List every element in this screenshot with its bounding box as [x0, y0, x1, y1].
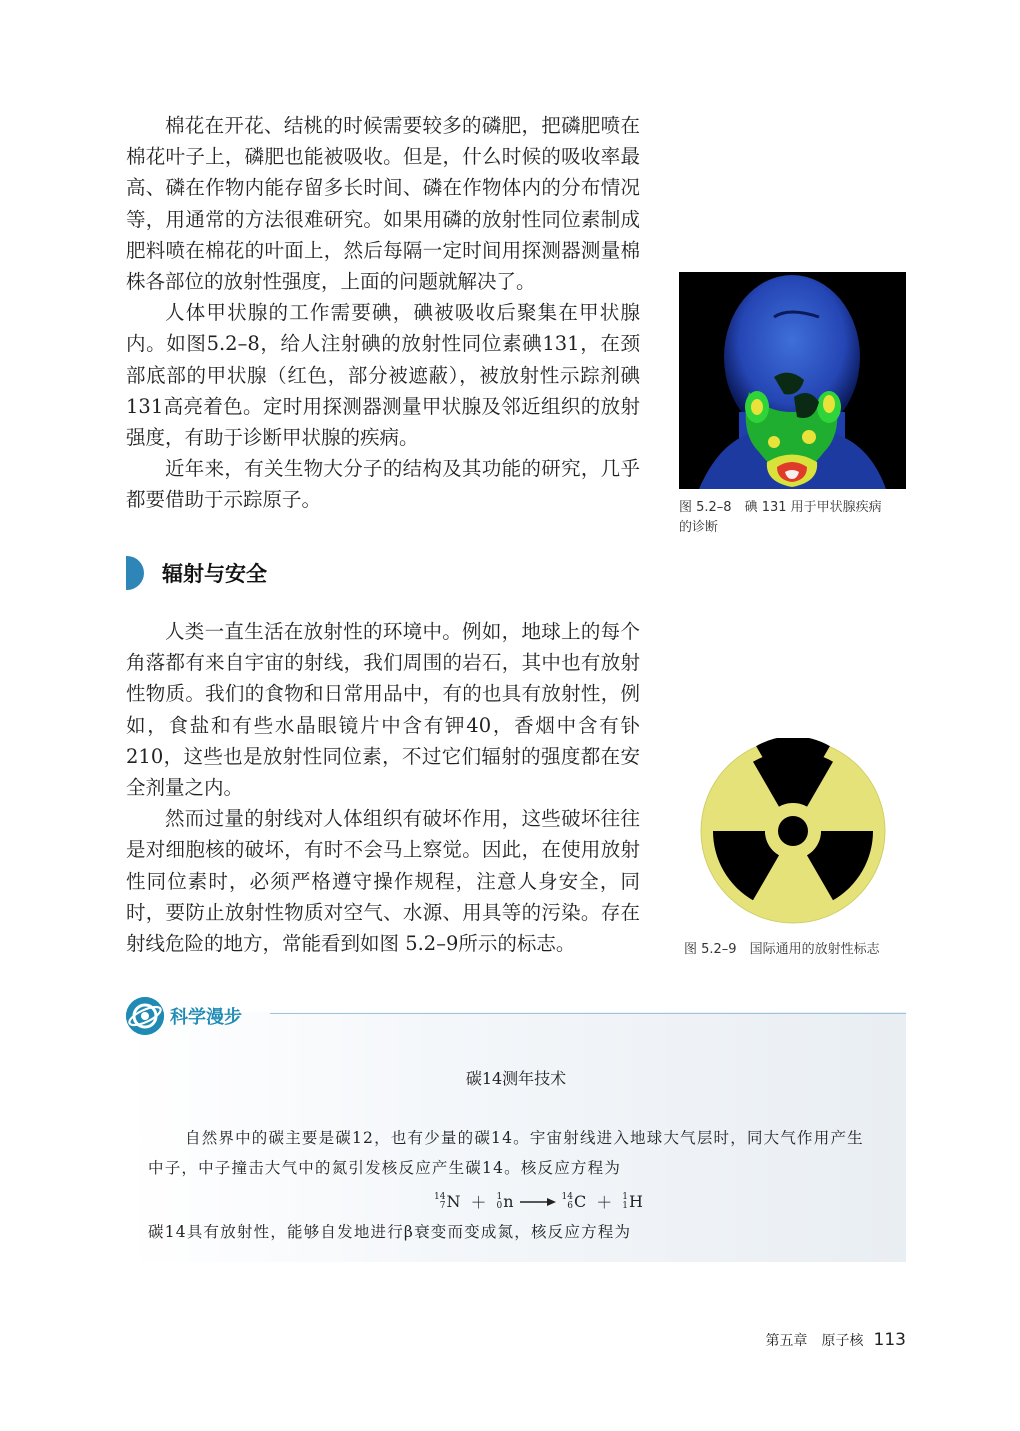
science-walk-divider	[270, 1013, 906, 1014]
paragraph-thyroid: 人体甲状腺的工作需要碘，碘被吸收后聚集在甲状腺内。如图5.2–8，给人注射碘的放射性同位素碘131，在颈部底部的甲状腺（红色，部分被遮蔽），被放射性示踪剂碘131高亮着色。定时用探测器测量甲状腺及邻近组织的放射强度，有助于诊断甲状腺的疾病。	[126, 301, 640, 450]
section-heading	[126, 556, 267, 590]
science-walk-logo-icon	[126, 997, 164, 1035]
science-walk-title: 碳14测年技术	[465, 1069, 567, 1088]
reaction-arrow-icon	[520, 1197, 556, 1207]
paragraph-safety: 然而过量的射线对人体组织有破坏作用，这些破坏往往是对细胞核的破坏，有时不会马上察觉。因此，在使用放射性同位素时，必须严格遵守操作规程，注意人身安全，同时，要防止放射性物质对空气、水源、用具等的污染。存在射线危险的地方，常能看到如图 5.2–9所示的标志。	[126, 807, 640, 956]
carbon-nuclide: 14 6 C	[561, 1191, 587, 1211]
page-number: 113	[873, 1330, 906, 1350]
paragraph-cotton: 棉花在开花、结桃的时候需要较多的磷肥，把磷肥喷在棉花叶子上，磷肥也能被吸收。但是，什么时候的吸收率最高、磷在作物内能存留多长时间、磷在作物体内的分布情况等，用通常的方法很难研究。如果用磷的放射性同位素制成肥料喷在棉花的叶面上，然后每隔一定时间用探测器测量棉株各部位的放射性强度，上面的问题就解决了。	[126, 114, 640, 294]
science-walk-label: 科学漫步	[170, 1007, 242, 1028]
science-walk-line1: 自然界中的碳主要是碳12，也有少量的碳14。宇宙射线进入地球大气层时，同大气作用产生	[185, 1129, 864, 1147]
plus-sign: ＋	[596, 1193, 613, 1212]
science-walk-header	[126, 996, 242, 1036]
section-title: 辐射与安全	[162, 562, 267, 586]
footer-chapter: 第五章	[765, 1333, 808, 1349]
footer-topic: 原子核	[821, 1333, 864, 1349]
paragraph-tracer: 近年来，有关生物大分子的结构及其功能的研究，几乎都要借助于示踪原子。	[126, 457, 640, 512]
hydrogen-nuclide: 1 1 H	[622, 1191, 643, 1211]
radiation-symbol-icon	[700, 738, 886, 924]
thyroid-scan-image	[679, 272, 906, 489]
figure-9-caption: 图 5.2–9 国际通用的放射性标志	[684, 942, 880, 957]
plus-sign: ＋	[470, 1193, 487, 1212]
science-walk-line3: 碳14具有放射性，能够自发地进行β衰变而变成氮，核反应方程为	[148, 1223, 632, 1241]
body-text-top	[126, 110, 640, 516]
science-walk-line2: 中子，中子撞击大气中的氮引发核反应产生碳14。核反应方程为	[148, 1159, 622, 1177]
figure-8-caption-line1: 图 5.2–8 碘 131 用于甲状腺疾病	[679, 500, 882, 515]
section-marker-icon	[126, 556, 144, 590]
figure-8-caption-line2: 的诊断	[679, 520, 719, 535]
nitrogen-nuclide: 14 7 N	[434, 1191, 461, 1211]
figure-8-caption	[679, 498, 911, 538]
nuclear-equation	[432, 1190, 645, 1213]
paragraph-environment: 人类一直生活在放射性的环境中。例如，地球上的每个角落都有来自宇宙的射线，我们周围的岩石，其中也有放射性物质。我们的食物和日常用品中，有的也具有放射性，例如，食盐和有些水晶眼镜片中含有钾40，香烟中含有钋210，这些也是放射性同位素，不过它们辐射的强度都在安全剂量之内。	[126, 620, 640, 800]
page-footer	[766, 1330, 906, 1350]
neutron-nuclide: 1 0 n	[496, 1191, 514, 1211]
body-text-section	[126, 616, 640, 959]
